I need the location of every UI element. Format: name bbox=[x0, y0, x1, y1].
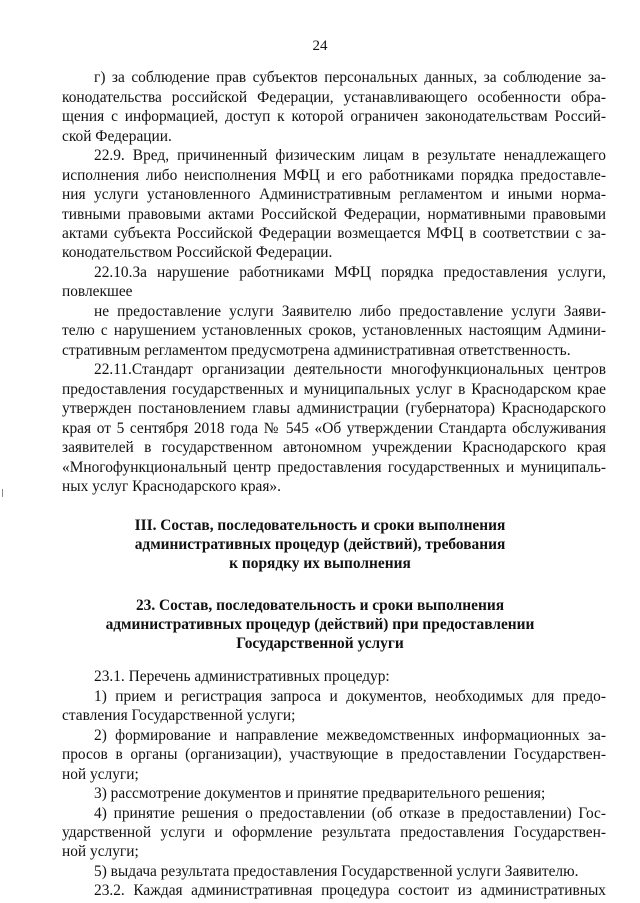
paragraph-line: тивными правовыми актами Российской Федерации, нормативными правовыми bbox=[62, 206, 606, 223]
paragraph-line: актами субъекта Российской Федерации возмещается МФЦ в соответствии с за- bbox=[62, 225, 606, 242]
paragraph-line: утвержден постановлением главы администрации (губернатора) Краснодарского bbox=[62, 400, 606, 417]
list-item-line: 3) рассмотрение документов и принятие предварительного решения; bbox=[94, 785, 546, 802]
paragraph-line: ных услуг Краснодарского края». bbox=[62, 478, 281, 495]
paragraph-line: заявителей в государственном автономном учреждении Краснодарского края bbox=[62, 439, 606, 456]
list-item-line: ной услуги; bbox=[62, 843, 139, 860]
paragraph-line: ния услуги установленного Административным регламентом и иными норма- bbox=[62, 186, 606, 203]
paragraph-line: ской Федерации. bbox=[62, 128, 172, 145]
list-item-line: просов в органы (организации), участвующие в предоставлении Государствен- bbox=[62, 746, 606, 763]
paragraph-line: телю с нарушением установленных сроков, установленных настоящим Админи- bbox=[62, 322, 606, 339]
paragraph-line: конодательства российской Федерации, устанавливающего особенности обра- bbox=[62, 89, 606, 106]
paragraph-line: 22.9. Вред, причиненный физическим лицам в результате ненадлежащего bbox=[94, 147, 606, 164]
paragraph-line: исполнения либо неисполнения МФЦ и его работниками порядка предоставле- bbox=[62, 167, 606, 184]
subsection-heading-line: 23. Состав, последовательность и сроки выполнения bbox=[135, 597, 505, 614]
paragraph-line: «Многофункциональный центр предоставления государственных и муниципаль- bbox=[62, 459, 606, 476]
subsection-heading-line: Государственной услуги bbox=[236, 635, 404, 652]
section-heading-line: административных процедур (действий), требования bbox=[134, 536, 506, 553]
paragraph-line: повлекшее bbox=[62, 283, 133, 300]
paragraph-line: 23.2. Каждая административная процедура состоит из административных bbox=[94, 882, 606, 899]
list-item-line: 5) выдача результата предоставления Государственной услуги Заявителю. bbox=[94, 863, 579, 880]
list-item-line: 2) формирование и направление межведомственных информационных за- bbox=[94, 727, 606, 744]
paragraph-line: стративным регламентом предусмотрена административная ответственность. bbox=[62, 342, 571, 359]
scan-margin-mark bbox=[2, 489, 3, 497]
list-item-line: ставления Государственной услуги; bbox=[62, 707, 296, 724]
paragraph-line: конодательством Российской Федерации. bbox=[62, 244, 333, 261]
paragraph-line: г) за соблюдение прав субъектов персональных данных, за соблюдение за- bbox=[94, 69, 606, 86]
paragraph-line: 22.11.Стандарт организации деятельности многофункциональных центров bbox=[94, 361, 606, 378]
page-number: 24 bbox=[312, 38, 328, 54]
paragraph-line: щения с информацией, доступ к которой ограничен законодательствам Россий- bbox=[62, 108, 606, 125]
list-item-line: 4) принятие решения о предоставлении (об отказе в предоставлении) Гос- bbox=[94, 805, 606, 822]
paragraph-line: края от 5 сентября 2018 года № 545 «Об утверждении Стандарта обслуживания bbox=[62, 420, 606, 437]
subsection-heading-line: административных процедур (действий) при предоставлении bbox=[105, 616, 535, 633]
paragraph-line: не предоставление услуги Заявителю либо предоставление услуги Заяви- bbox=[94, 303, 606, 320]
paragraph-line: предоставления государственных и муниципальных услуг в Краснодарском крае bbox=[62, 381, 606, 398]
paragraph-line: 22.10.За нарушение работниками МФЦ порядка предоставления услуги, bbox=[94, 264, 606, 281]
list-item-line: ударственной услуги и оформление результата предоставления Государствен- bbox=[62, 824, 606, 841]
section-heading-line: к порядку их выполнения bbox=[229, 555, 411, 572]
list-item-line: 1) прием и регистрация запроса и документов, необходимых для предо- bbox=[94, 688, 606, 705]
section-heading-line: III. Состав, последовательность и сроки выполнения bbox=[134, 517, 506, 534]
paragraph-line: 23.1. Перечень административных процедур: bbox=[94, 668, 390, 685]
list-item-line: ной услуги; bbox=[62, 766, 139, 783]
